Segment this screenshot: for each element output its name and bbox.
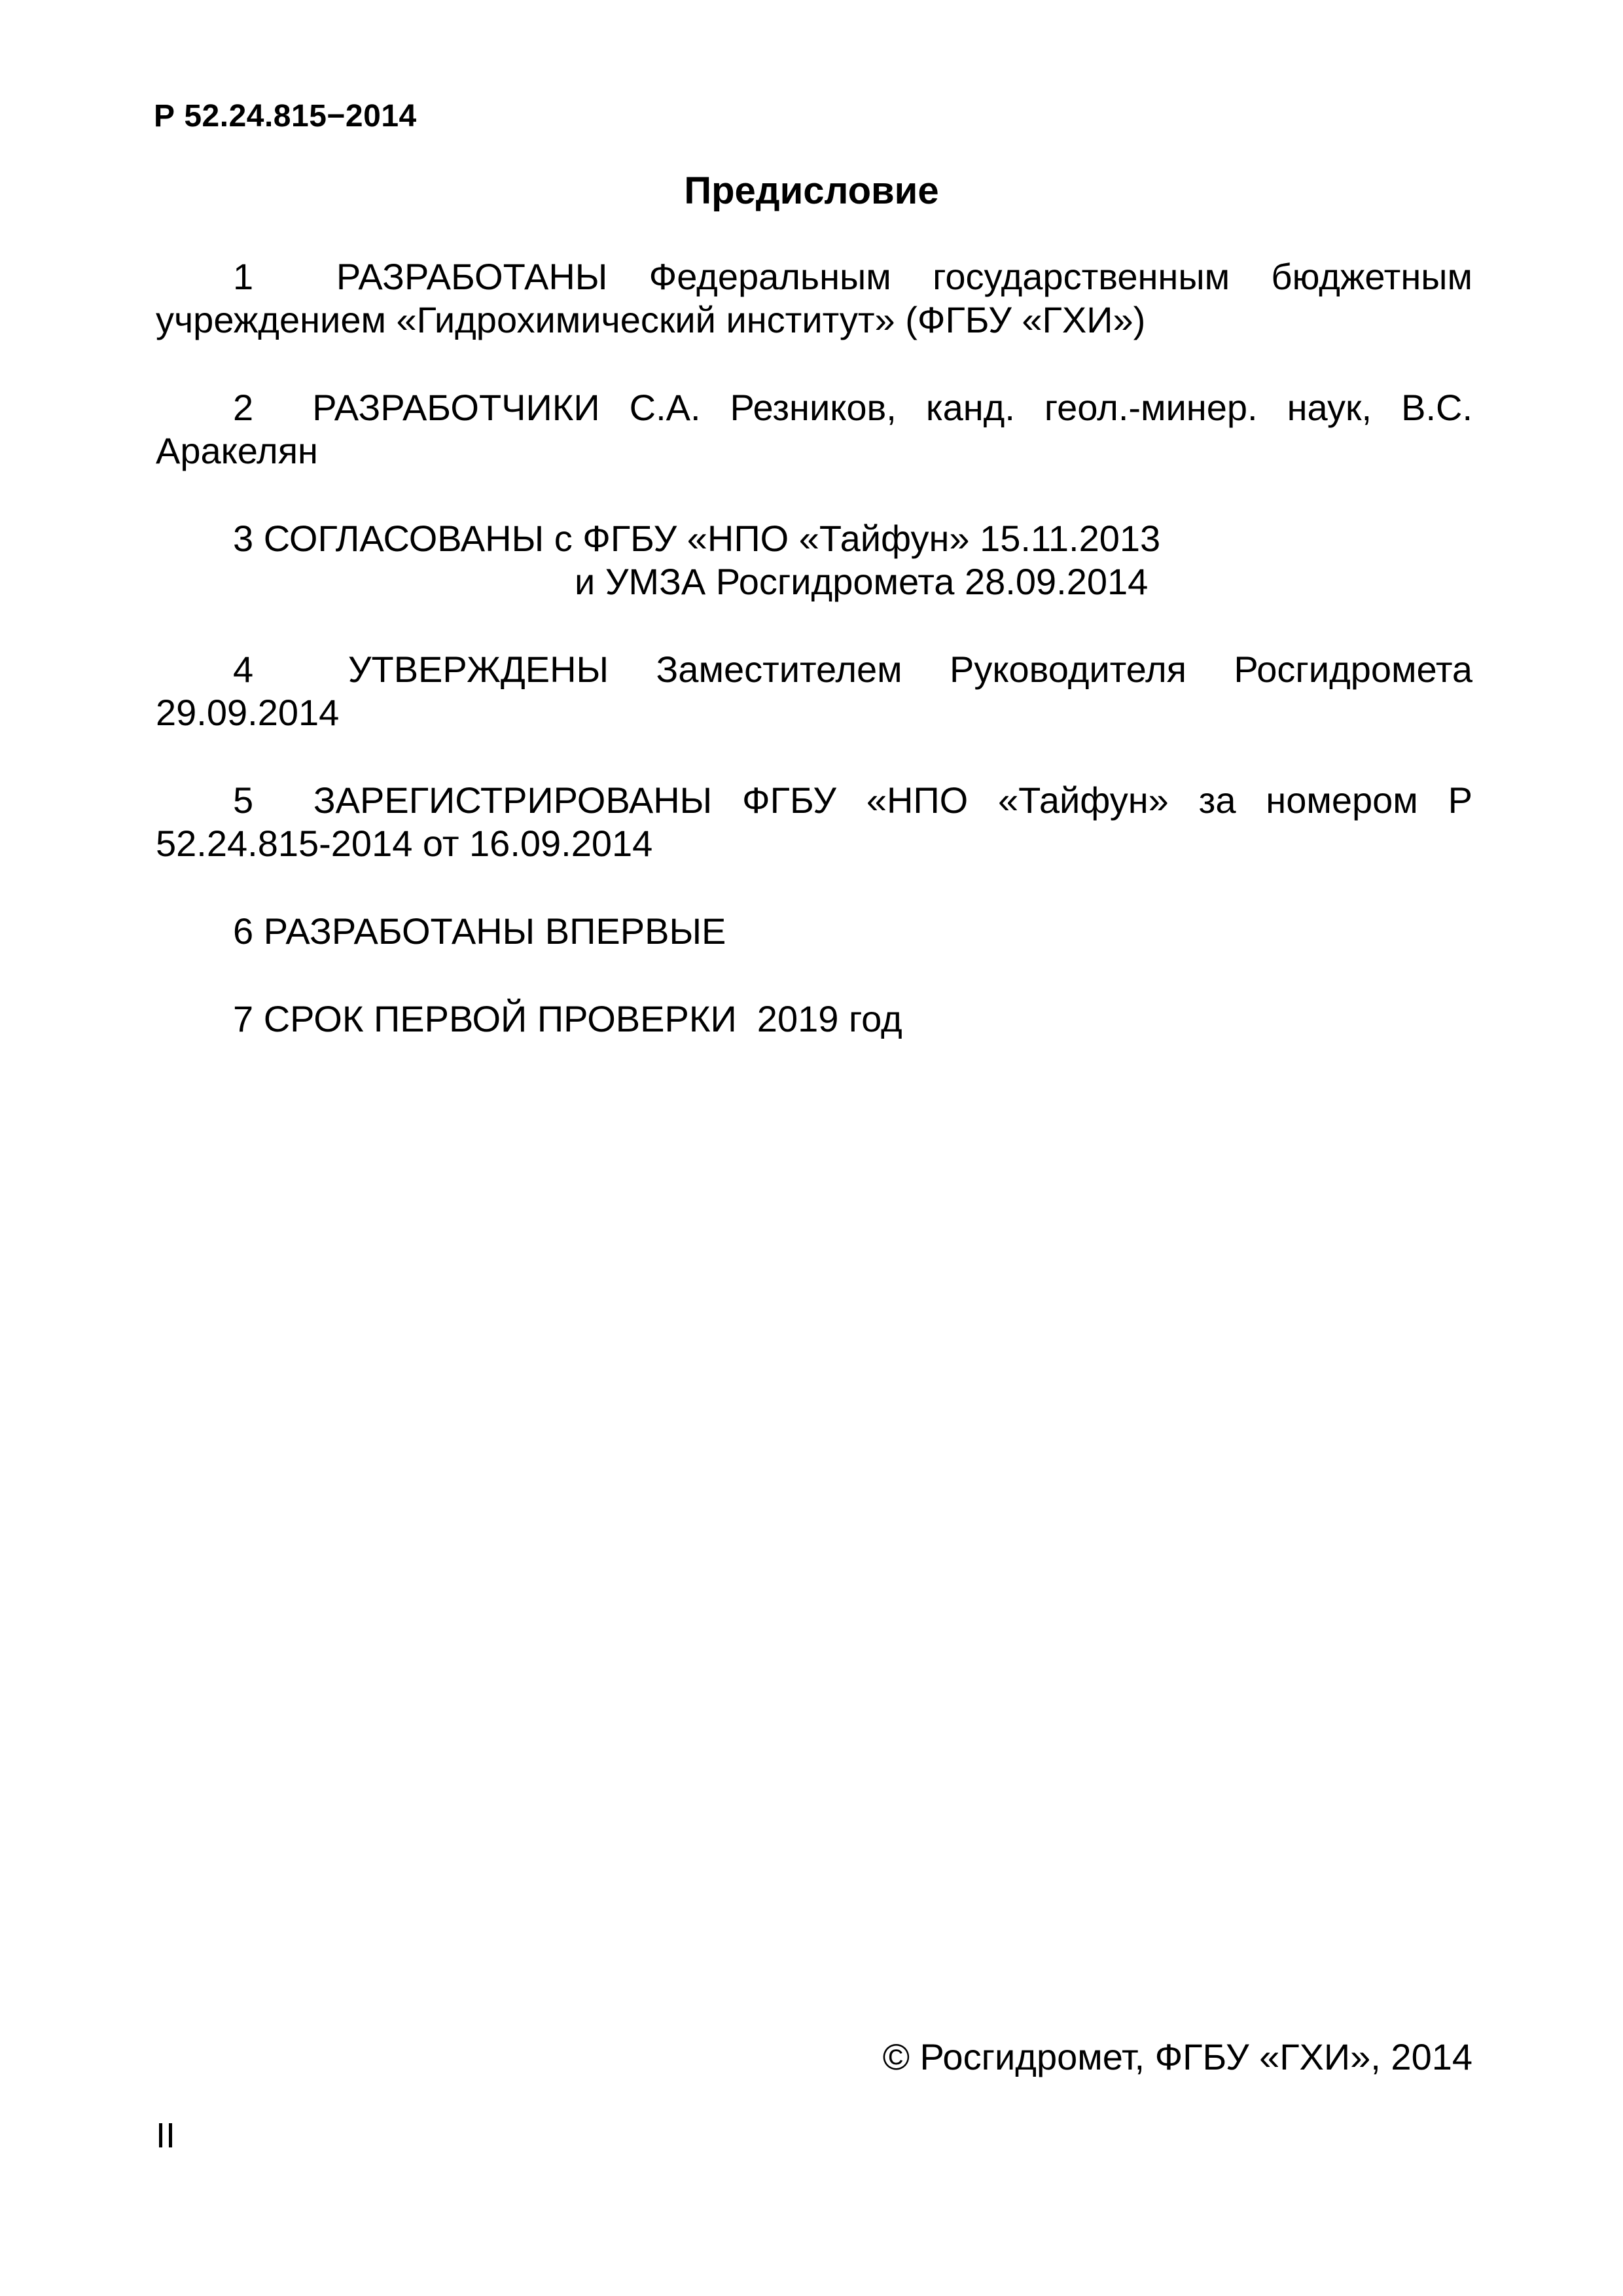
item-number: 5 [233,780,254,821]
preface-item-1 [156,255,1472,342]
item-number: 6 [233,910,254,952]
preface-body [156,255,1472,1085]
item-number: 3 [233,518,254,559]
item-number: 4 [233,649,254,690]
item-text: РАЗРАБОТАНЫ ВПЕРВЫЕ [263,910,726,952]
item-text: УТВЕРЖДЕНЫ Заместителем Руководителя Росгидромета 29.09.2014 [156,649,1472,733]
item-number: 1 [233,256,254,297]
page-number: II [156,2116,176,2155]
preface-item-2 [156,386,1472,473]
item-text: СРОК ПЕРВОЙ ПРОВЕРКИ 2019 год [263,998,902,1039]
document-code: Р 52.24.815−2014 [154,99,417,134]
preface-item-3 [156,517,1472,603]
preface-item-6 [156,910,1472,953]
item-text-continuation: и УМЗА Росгидромета 28.09.2014 [575,561,1149,602]
item-text: РАЗРАБОТАНЫ Федеральным государственным бюджетным учреждением «Гидрохимический институт» (ФГБУ «ГХИ») [156,256,1472,340]
preface-item-5 [156,779,1472,865]
item-number: 7 [233,998,254,1039]
preface-item-7 [156,997,1472,1041]
item-text: ЗАРЕГИСТРИРОВАНЫ ФГБУ «НПО «Тайфун» за номером Р 52.24.815-2014 от 16.09.2014 [156,780,1472,864]
preface-item-4 [156,648,1472,734]
item-text: СОГЛАСОВАНЫ с ФГБУ «НПО «Тайфун» 15.11.2013 [263,518,1161,559]
item-number: 2 [233,387,254,428]
page-title: Предисловие [684,170,939,212]
copyright-notice: © Росгидромет, ФГБУ «ГХИ», 2014 [882,2036,1472,2077]
item-text: РАЗРАБОТЧИКИ С.А. Резников, канд. геол.-минер. наук, В.С. Аракелян [156,387,1473,471]
